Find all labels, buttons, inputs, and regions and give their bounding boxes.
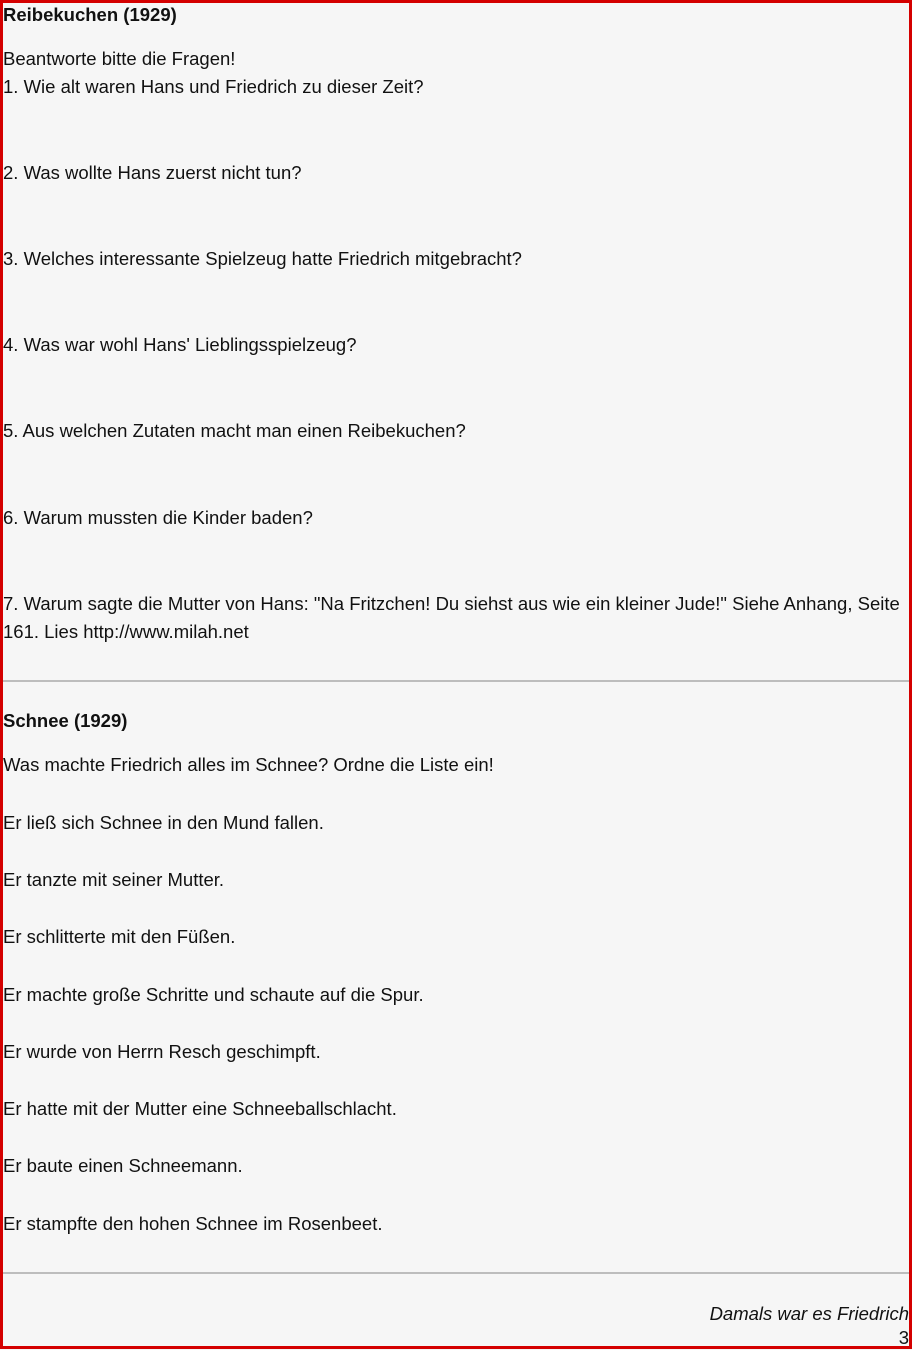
list-item: Er stampfte den hohen Schnee im Rosenbeet.	[3, 1213, 383, 1234]
list-item: Er schlitterte mit den Füßen.	[3, 926, 236, 947]
question-4: 4. Was war wohl Hans' Lieblingsspielzeug?	[3, 334, 357, 355]
question-5: 5. Aus welchen Zutaten macht man einen Reibekuchen?	[3, 420, 466, 441]
list-item: Er hatte mit der Mutter eine Schneeballschlacht.	[3, 1098, 397, 1119]
question-2: 2. Was wollte Hans zuerst nicht tun?	[3, 162, 302, 183]
footer-divider	[3, 1272, 909, 1274]
question-3: 3. Welches interessante Spielzeug hatte Friedrich mitgebracht?	[3, 248, 522, 269]
section-intro-schnee: Was machte Friedrich alles im Schnee? Ordne die Liste ein!	[3, 754, 494, 775]
question-1: 1. Wie alt waren Hans und Friedrich zu dieser Zeit?	[3, 76, 424, 97]
section-intro-reibekuchen: Beantworte bitte die Fragen!	[3, 48, 236, 69]
section-title-schnee: Schnee (1929)	[3, 710, 128, 731]
list-item: Er wurde von Herrn Resch geschimpft.	[3, 1041, 321, 1062]
list-item: Er machte große Schritte und schaute auf die Spur.	[3, 984, 424, 1005]
footer-book-title: Damals war es Friedrich	[709, 1303, 909, 1324]
question-7: 7. Warum sagte die Mutter von Hans: "Na Fritzchen! Du siehst aus wie ein kleiner Jude!" Siehe Anhang, Seite 161. Lies http://www.milah.net	[3, 593, 900, 642]
list-item: Er baute einen Schneemann.	[3, 1155, 243, 1176]
section-title-reibekuchen: Reibekuchen (1929)	[3, 4, 177, 25]
question-6: 6. Warum mussten die Kinder baden?	[3, 507, 313, 528]
list-item: Er ließ sich Schnee in den Mund fallen.	[3, 812, 324, 833]
page-number: 3	[898, 1327, 909, 1348]
section-divider	[3, 680, 909, 682]
list-item: Er tanzte mit seiner Mutter.	[3, 869, 225, 890]
